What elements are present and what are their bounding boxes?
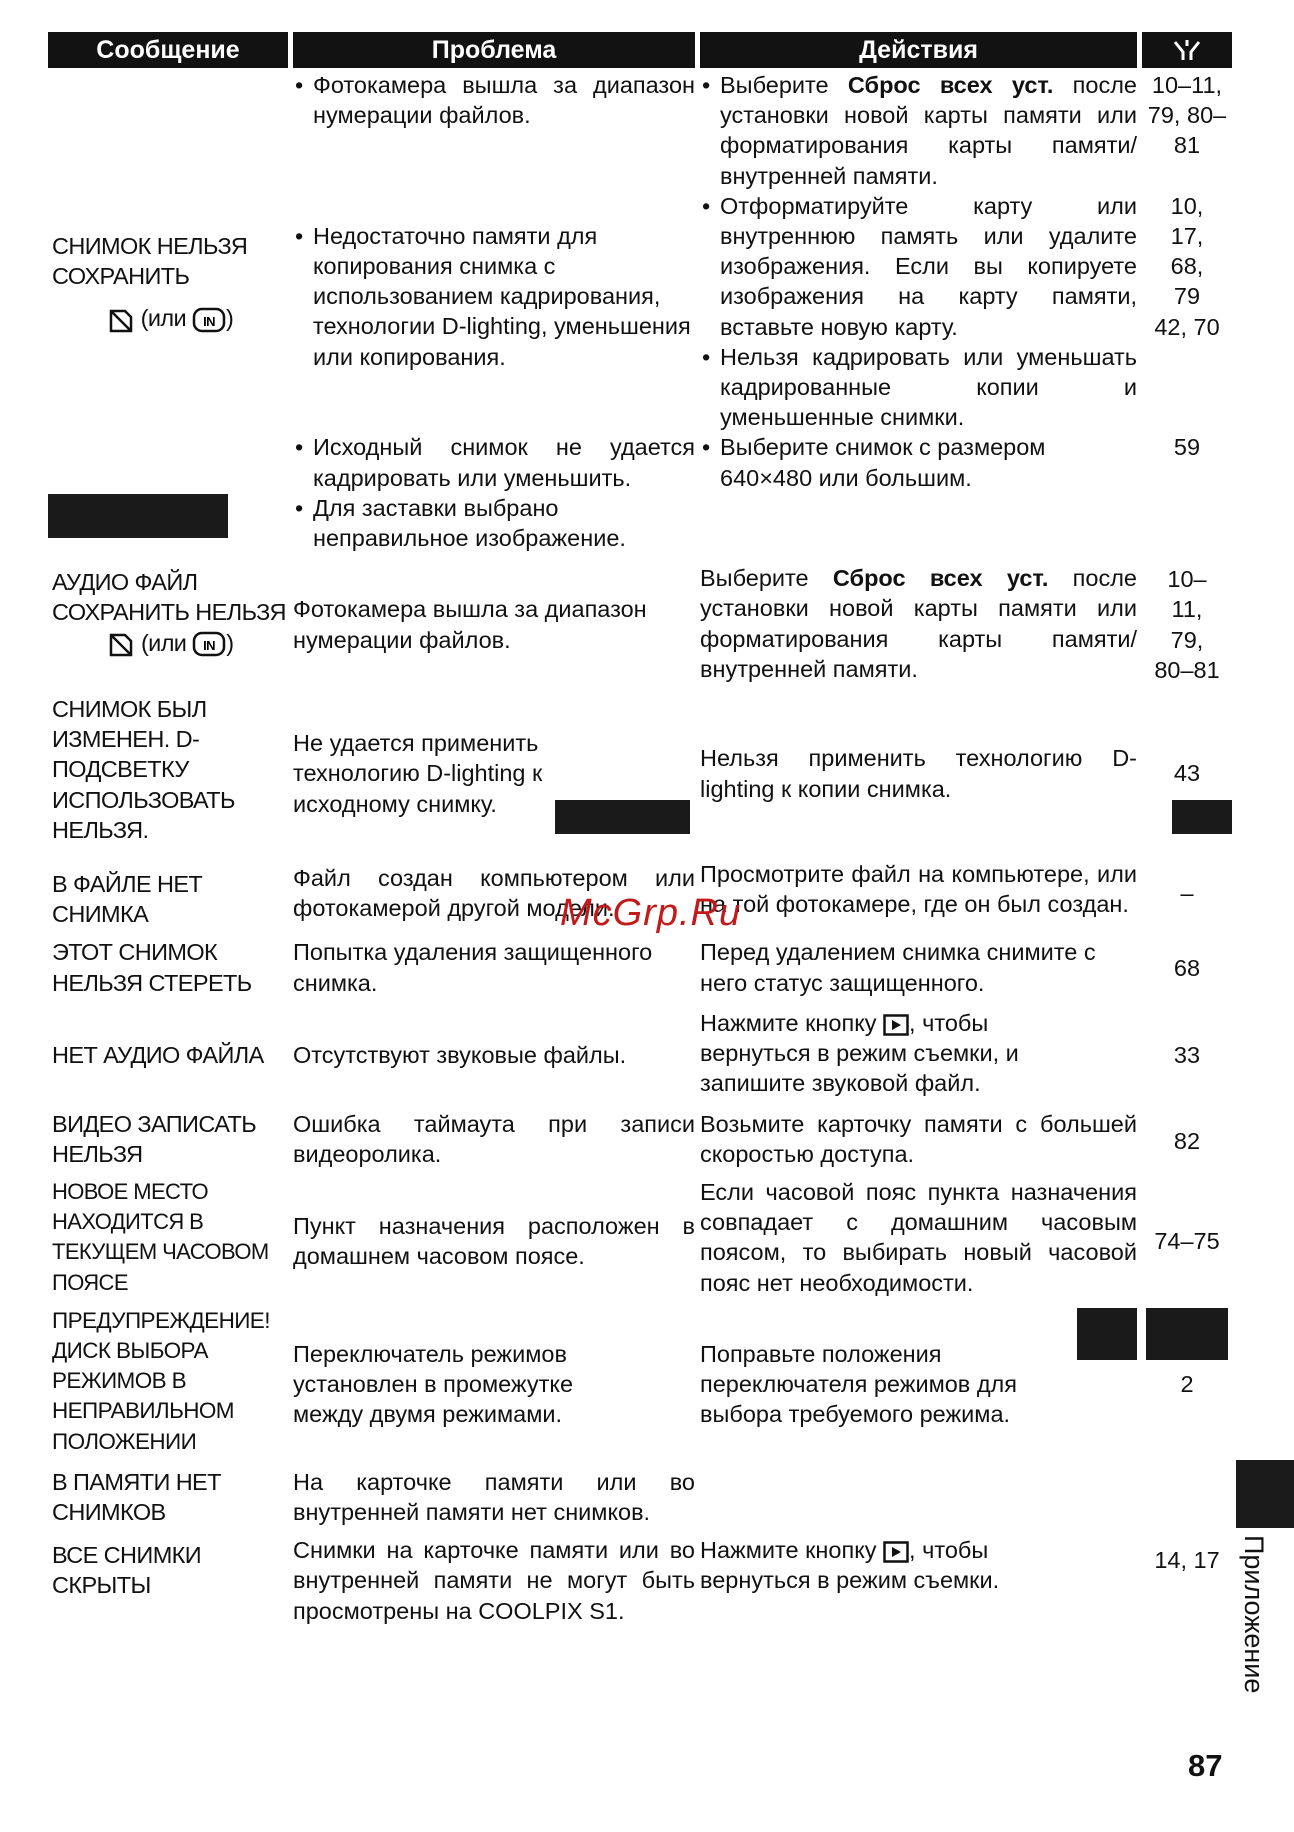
troubleshooting-table [48, 32, 1232, 1626]
row1-problem-text: • Фотокамера вышла за диапазон нумерации файлов. [293, 70, 695, 130]
page-number: 87 [1188, 1748, 1223, 1783]
row11-problem [293, 1306, 695, 1463]
header-action: Действия [700, 32, 1137, 68]
row7-problem [293, 929, 695, 1005]
row3-pages: 59 [1173, 434, 1201, 461]
scan-artifact [1077, 1308, 1137, 1360]
row2-action1-text: • Отформатируйте карту или внутреннюю память или удалите изображения. Если вы копируете изображения на карту памяти, вставьте новую карту. [700, 191, 1137, 342]
row7-pages: 68 [1173, 954, 1201, 981]
row9-pages: 82 [1173, 1127, 1201, 1154]
row6-message: В ФАЙЛЕ НЕТ СНИМКА [52, 871, 203, 928]
row9-action [700, 1105, 1137, 1177]
row8-message: НЕТ АУДИО ФАЙЛА [52, 1042, 264, 1069]
row2-problem [293, 191, 695, 433]
internal-memory-icon [192, 631, 226, 657]
row5-pages: 43 [1142, 690, 1232, 857]
row1-message [48, 70, 288, 191]
side-label-text: Приложение [1239, 1535, 1269, 1694]
row7-action-text: Перед удалением снимка снимите с него статус защищенного. [700, 939, 1096, 996]
row7-message: ЭТОТ СНИМОК НЕЛЬЗЯ СТЕРЕТЬ [52, 939, 252, 996]
row11-problem-text: Переключатель режимов установлен в промежутке между двумя режимами. [293, 1340, 574, 1428]
scan-artifact [555, 800, 690, 834]
section-tab-marker [1236, 1460, 1294, 1528]
row1-pages: 10–11, 79, 80–81 [1147, 72, 1227, 159]
scan-artifact [1146, 1308, 1228, 1360]
reset-all-setting: Сброс всех уст. [832, 565, 1049, 592]
row2-icons: (или IN ) [52, 303, 288, 333]
row3-message [48, 432, 288, 559]
header-pages-icon [1142, 32, 1232, 68]
row6-action-text: Просмотрите файл на компьютере, или на той фотокамере, где он был создан. [700, 861, 1137, 918]
row4-problem [293, 559, 695, 690]
row2-problem-text: • Недостаточно памяти для копирования снимка с использованием кадрирования, технологии D-lighting, уменьшения или копирования. [293, 221, 695, 372]
row2-message-text: СНИМОК НЕЛЬЗЯ СОХРАНИТЬ [52, 232, 248, 290]
row5-action [700, 690, 1137, 857]
book-page-icon [1172, 38, 1202, 62]
row2-action2-text: • Нельзя кадрировать или уменьшать кадрированные копии и уменьшенные снимки. [700, 342, 1137, 433]
row12-pages [1142, 1463, 1232, 1535]
svg-text:IN: IN [203, 638, 216, 654]
row8-action [700, 1006, 1137, 1105]
row10-action-text: Если часовой пояс пункта назначения совпадает с домашним часовым поясом, то выбирать новый часовой пояс нет необходимости. [700, 1178, 1137, 1296]
row2-pages [1142, 191, 1232, 433]
scan-artifact [1172, 800, 1232, 834]
row4-message [48, 559, 288, 690]
row7-problem-text: Попытка удаления защищенного снимка. [293, 939, 653, 996]
row6-problem-text: Файл создан компьютером или фотокамерой другой модели. [293, 865, 695, 922]
row5-message: СНИМОК БЫЛ ИЗМЕНЕН. D-ПОДСВЕТКУ ИСПОЛЬЗОВАТЬ НЕЛЬЗЯ. [52, 696, 235, 843]
row4-pages: 10–11, 79, 80–81 [1154, 566, 1220, 683]
row2-action [700, 191, 1137, 433]
row12-problem [293, 1463, 695, 1535]
row10-problem-text: Пункт назначения расположен в домашнем часовом поясе. [293, 1213, 695, 1270]
row8-action-text: Нажмите кнопку , чтобы вернуться в режим съемки, и запишите звуковой файл. [700, 1009, 1019, 1097]
memory-card-icon [107, 307, 135, 333]
row10-message: НОВОЕ МЕСТО НАХОДИТСЯ В ТЕКУЩЕМ ЧАСОВОМ ПОЯСЕ [52, 1178, 269, 1295]
row1-action [700, 70, 1137, 191]
row9-problem [293, 1105, 695, 1177]
row13-pages: 14, 17 [1154, 1547, 1220, 1574]
play-button-icon [883, 1014, 909, 1036]
row13-message: ВСЕ СНИМКИ СКРЫТЫ [52, 1542, 202, 1599]
row8-problem [293, 1006, 695, 1105]
internal-memory-icon [192, 307, 226, 333]
row12-message: В ПАМЯТИ НЕТ СНИМКОВ [52, 1468, 221, 1525]
row2-pages2: 42, 70 [1154, 313, 1220, 340]
section-side-label [1224, 1535, 1284, 1715]
row5-problem-text: Не удается применить технологию D-lighting к исходному снимку. [293, 730, 543, 817]
row13-problem [293, 1535, 695, 1626]
row13-problem-text: Снимки на карточке памяти или во внутренней памяти не могут быть просмотрены на COOLPIX S1. [293, 1537, 695, 1624]
row4-action [700, 559, 1137, 690]
row8-problem-text: Отсутствуют звуковые файлы. [293, 1042, 627, 1069]
play-button-icon [883, 1541, 909, 1563]
row13-action [700, 1535, 1137, 1626]
row11-pages: 2 [1142, 1306, 1232, 1463]
reset-all-setting: Сброс всех уст. [847, 72, 1054, 98]
row3-action [700, 432, 1137, 559]
row5-action-text: Нельзя применить технологию D-lighting к копии снимка. [700, 745, 1137, 802]
row2-message [48, 191, 288, 433]
row2-pages1: 10, 17, 68, 79 [1170, 192, 1204, 310]
watermark: McGrp.Ru [560, 892, 742, 934]
header-message: Сообщение [48, 32, 288, 68]
row12-action [700, 1463, 1137, 1535]
row11-action [700, 1306, 1137, 1463]
row3-problem1-text: • Исходный снимок не удается кадрировать или уменьшить. [293, 432, 695, 492]
row4-message-text: АУДИО ФАЙЛ СОХРАНИТЬ НЕЛЬЗЯ [52, 569, 286, 626]
row1-problem [293, 70, 695, 191]
row7-action [700, 929, 1137, 1005]
row9-message: ВИДЕО ЗАПИСАТЬ НЕЛЬЗЯ [52, 1110, 257, 1167]
row9-action-text: Возьмите карточку памяти с большей скоростью доступа. [700, 1110, 1137, 1167]
row12-problem-text: На карточке памяти или во внутренней памяти нет снимков. [293, 1468, 695, 1525]
row8-pages: 33 [1173, 1042, 1201, 1069]
row11-message: ПРЕДУПРЕЖДЕНИЕ! ДИСК ВЫБОРА РЕЖИМОВ В НЕПРАВИЛЬНОМ ПОЛОЖЕНИИ [52, 1307, 270, 1454]
row5-problem [293, 690, 695, 857]
memory-card-icon [107, 631, 135, 657]
svg-text:IN: IN [203, 314, 215, 330]
scan-artifact [48, 494, 228, 538]
header-problem: Проблема [293, 32, 695, 68]
row6-action [700, 857, 1137, 929]
row4-action-text: Выберите Сброс всех уст. после установки новой карты памяти или форматирования карты памяти/ внутренней памяти. [700, 565, 1138, 682]
row4-icons: (или IN ) [52, 628, 288, 658]
row11-action-text: Поправьте положения переключателя режимов для выбора требуемого режима. [700, 1340, 1017, 1428]
row3-problem [293, 432, 695, 559]
row10-action [700, 1177, 1137, 1306]
row3-problem2-text: • Для заставки выбрано неправильное изображение. [293, 493, 695, 553]
row10-pages: 74–75 [1154, 1228, 1220, 1255]
row3-action-text: • Выберите снимок с размером 640×480 или большим. [700, 432, 1137, 492]
row6-pages: – [1180, 880, 1194, 907]
row9-problem-text: Ошибка таймаута при записи видеоролика. [293, 1110, 695, 1167]
row13-action-text: Нажмите кнопку , чтобы вернуться в режим съемки. [700, 1537, 1000, 1594]
row1-action-text: • Выберите Сброс всех уст. после установки новой карты памяти или форматирования карты памяти/внутренней памяти. [700, 70, 1137, 191]
row10-problem [293, 1177, 695, 1306]
row4-problem-text: Фотокамера вышла за диапазон нумерации файлов. [293, 596, 647, 653]
